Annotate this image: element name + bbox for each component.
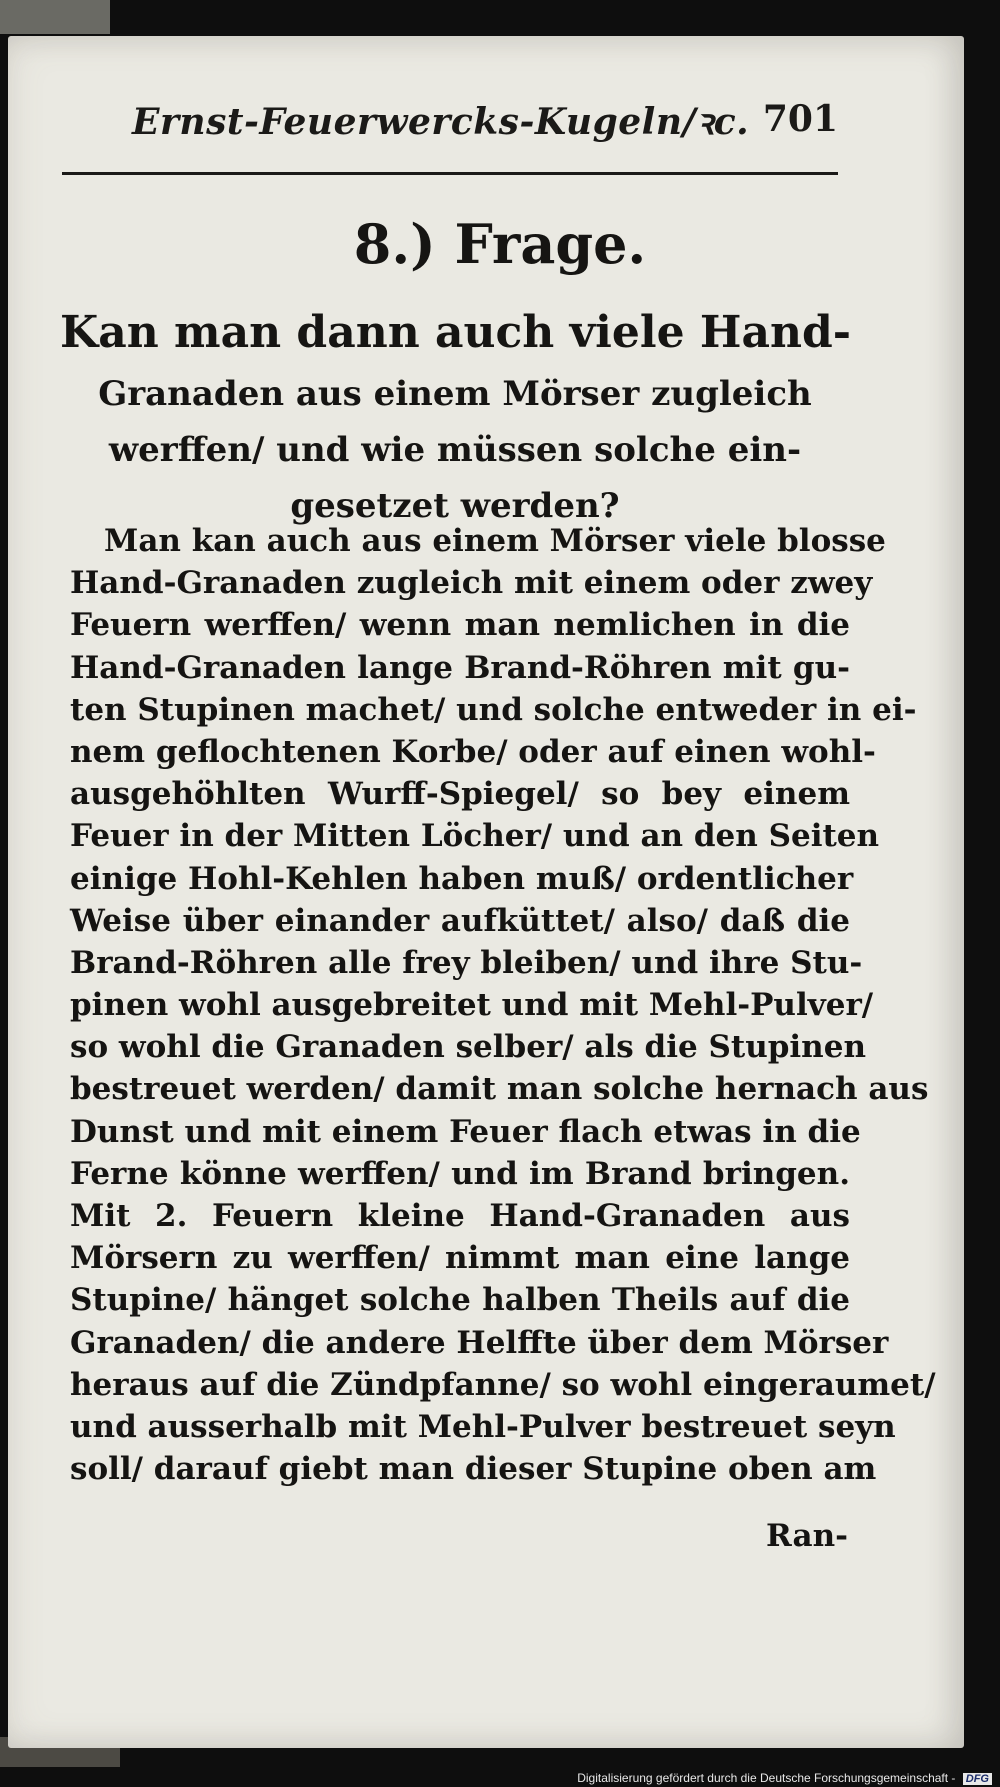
page-number: 701 xyxy=(762,98,838,140)
catchword: Ran- xyxy=(766,1518,848,1554)
body-line: Weise über einander aufküttet/ also/ daß die xyxy=(70,902,850,939)
body-line: Feuer in der Mitten Löcher/ und an den Seiten xyxy=(70,818,880,855)
body-line: heraus auf die Zündpfanne/ so wohl eingeraumet/ xyxy=(70,1366,936,1403)
body-line: Feuern werffen/ wenn man nemlichen in die xyxy=(70,607,850,644)
body-line: Ferne könne werffen/ und im Brand bringen. xyxy=(70,1155,850,1192)
question-line: werffen/ und wie müssen solche ein- xyxy=(108,430,802,470)
dfg-logo: DFG xyxy=(963,1773,992,1785)
body-line: Man kan auch aus einem Mörser viele blosse xyxy=(104,523,886,559)
body-line: ausgehöhlten Wurff-Spiegel/ so bey einem xyxy=(70,776,850,813)
body-line: Hand-Granaden zugleich mit einem oder zwey xyxy=(70,565,873,602)
credit-text: Digitalisierung gefördert durch die Deutsche Forschungsgemeinschaft - xyxy=(577,1771,956,1785)
body-line: bestreuet werden/ damit man solche hernach aus xyxy=(70,1071,929,1108)
body-line: soll/ darauf giebt man dieser Stupine oben am xyxy=(70,1451,877,1488)
question-heading xyxy=(60,300,850,534)
page-header xyxy=(62,96,838,174)
body-line: und ausserhalb mit Mehl-Pulver bestreuet seyn xyxy=(70,1408,896,1445)
body-line: Brand-Röhren alle frey bleiben/ und ihre Stu- xyxy=(70,944,863,981)
running-head: Ernst-Feuerwercks-Kugeln/ꝛc. xyxy=(132,101,750,143)
question-line: Kan man dann auch viele Hand- xyxy=(60,307,852,358)
body-line: so wohl die Granaden selber/ als die Stupinen xyxy=(70,1029,866,1066)
body-line: Mörsern zu werffen/ nimmt man eine lange xyxy=(70,1240,850,1277)
body-line: ten Stupinen machet/ und solche entweder in ei- xyxy=(70,691,917,728)
header-rule xyxy=(62,172,838,175)
body-line: nem geflochtenen Korbe/ oder auf einen wohl- xyxy=(70,733,876,770)
body-line: Stupine/ hänget solche halben Theils auf die xyxy=(70,1282,850,1319)
body-line: Granaden/ die andere Helffte über dem Mörser xyxy=(70,1324,889,1361)
question-line: gesetzet werden? xyxy=(290,486,620,526)
body-line: einige Hohl-Kehlen haben muß/ ordentlicher xyxy=(70,860,854,897)
digitization-credit xyxy=(577,1771,992,1785)
question-number: 8.) Frage. xyxy=(353,212,647,276)
body-line: Mit 2. Feuern kleine Hand-Granaden aus xyxy=(70,1198,850,1234)
binding-edge-top xyxy=(0,0,110,34)
body-line: Dunst und mit einem Feuer flach etwas in die xyxy=(70,1113,861,1150)
body-line: Hand-Granaden lange Brand-Röhren mit gu- xyxy=(70,649,850,686)
body-line: pinen wohl ausgebreitet und mit Mehl-Pulver/ xyxy=(70,987,874,1024)
question-line: Granaden aus einem Mörser zugleich xyxy=(98,374,812,414)
body-text xyxy=(70,520,936,1490)
